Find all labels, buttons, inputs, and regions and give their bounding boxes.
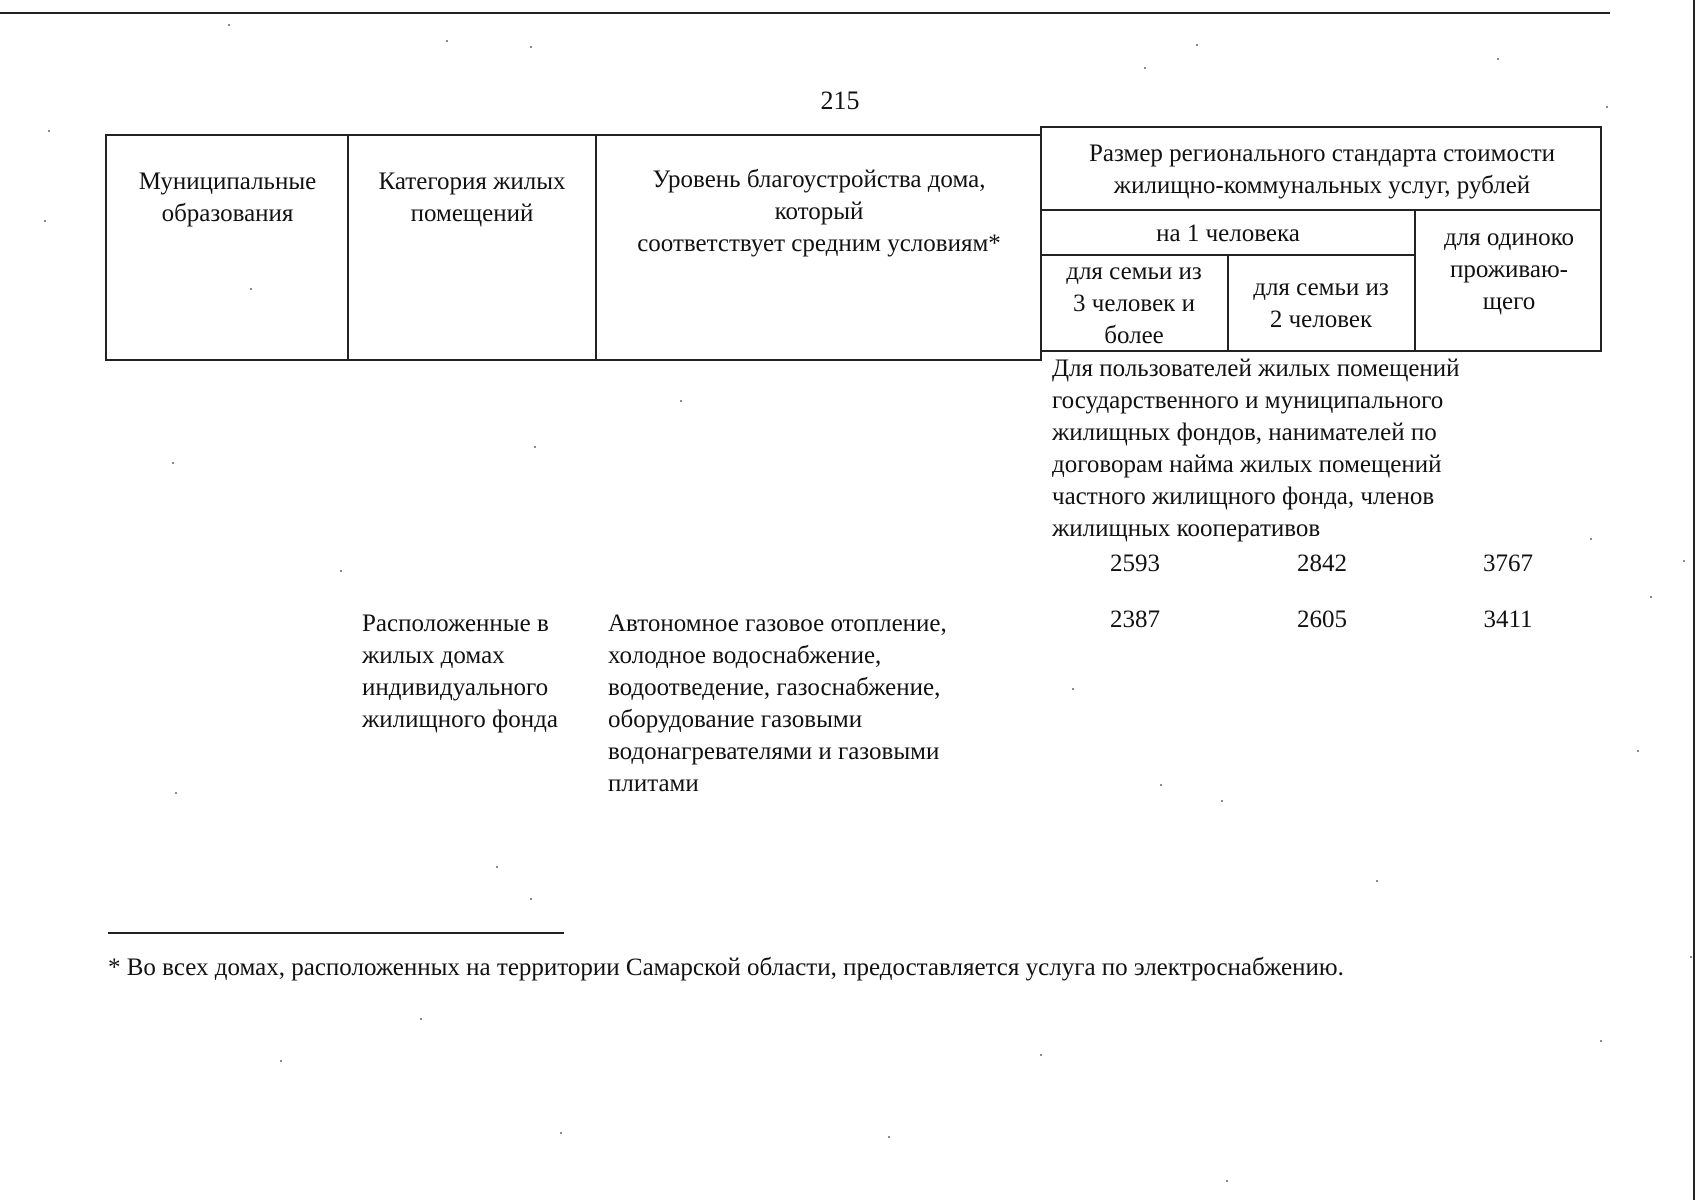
scan-speck bbox=[1040, 1054, 1042, 1056]
row-value-family3: 2387 bbox=[1110, 606, 1160, 633]
row-level-line: водоотведение, газоснабжение, bbox=[608, 674, 941, 701]
scan-speck bbox=[680, 400, 682, 402]
header-single bbox=[1418, 222, 1600, 318]
section-value-family2: 2842 bbox=[1297, 550, 1347, 577]
row-category bbox=[362, 608, 592, 736]
scan-speck bbox=[560, 1132, 562, 1134]
scan-speck bbox=[1606, 106, 1608, 108]
top-edge-rule bbox=[0, 12, 1610, 14]
header-family3 bbox=[1044, 256, 1224, 352]
scan-speck bbox=[1196, 44, 1198, 46]
footnote: * Во всех домах, расположенных на территории Самарской области, предоставляется услуга по электроснабжению. bbox=[108, 954, 1344, 981]
scan-speck bbox=[534, 446, 536, 448]
scan-speck bbox=[1072, 688, 1074, 690]
header-municipal-line: Муниципальные bbox=[138, 168, 317, 195]
header-category-line: помещений bbox=[410, 200, 534, 227]
scan-speck bbox=[48, 130, 50, 132]
header-level-line: Уровень благоустройства дома, bbox=[652, 166, 986, 193]
header-family3-line: 3 человек и bbox=[1073, 290, 1195, 317]
scan-speck bbox=[44, 220, 46, 222]
scan-speck bbox=[1637, 750, 1639, 752]
header-divider-2 bbox=[595, 134, 597, 361]
scan-speck bbox=[250, 288, 252, 290]
section-title-line: Для пользователей жилых помещений bbox=[1052, 355, 1460, 382]
row-level-line: плитами bbox=[608, 770, 699, 797]
scan-speck bbox=[420, 1018, 422, 1020]
header-family2-line: для семьи из bbox=[1253, 274, 1389, 301]
header-standard-size-line: Размер регионального стандарта стоимости bbox=[1088, 140, 1556, 167]
scan-speck bbox=[1497, 58, 1499, 60]
scan-speck bbox=[340, 570, 342, 572]
row-category-line: индивидуального bbox=[362, 674, 549, 701]
scan-speck bbox=[1160, 784, 1162, 786]
row-level bbox=[608, 608, 1038, 800]
section-title bbox=[1052, 353, 1612, 545]
scan-speck bbox=[1690, 956, 1692, 958]
scan-speck bbox=[1600, 1040, 1602, 1042]
header-divider-3 bbox=[1414, 209, 1416, 352]
scan-speck bbox=[280, 1060, 282, 1062]
header-municipal bbox=[110, 166, 345, 230]
row-category-line: Расположенные в bbox=[362, 610, 549, 637]
header-single-line: щего bbox=[1482, 288, 1536, 315]
header-single-line: для одиноко bbox=[1443, 224, 1575, 251]
header-family3-line: для семьи из bbox=[1066, 258, 1202, 285]
header-divider-4 bbox=[1227, 254, 1229, 352]
section-value-single: 3767 bbox=[1483, 550, 1533, 577]
scan-speck bbox=[530, 46, 532, 48]
header-category bbox=[352, 166, 592, 230]
header-category-line: Категория жилых bbox=[378, 168, 566, 195]
header-family2-line: 2 человек bbox=[1269, 306, 1373, 333]
header-hline-1 bbox=[1040, 209, 1602, 211]
header-per-person: на 1 человека bbox=[1156, 220, 1300, 247]
scan-speck bbox=[228, 24, 230, 26]
row-level-line: водонагревателями и газовыми bbox=[608, 738, 940, 765]
scan-speck bbox=[1144, 67, 1146, 69]
row-value-family2: 2605 bbox=[1297, 606, 1347, 633]
scan-speck bbox=[1650, 596, 1652, 598]
section-value-family3: 2593 bbox=[1110, 550, 1160, 577]
scan-speck bbox=[1226, 1180, 1228, 1182]
scan-speck bbox=[1590, 538, 1592, 540]
scan-speck bbox=[530, 898, 532, 900]
header-family2 bbox=[1230, 272, 1412, 336]
scan-speck bbox=[888, 1136, 890, 1138]
footnote-rule bbox=[108, 932, 564, 934]
scan-speck bbox=[1376, 880, 1378, 882]
section-title-line: договорам найма жилых помещений bbox=[1052, 451, 1442, 478]
section-title-line: жилищных фондов, нанимателей по bbox=[1052, 419, 1437, 446]
scan-speck bbox=[446, 40, 448, 42]
row-level-line: оборудование газовыми bbox=[608, 706, 863, 733]
section-title-line: жилищных кооперативов bbox=[1052, 515, 1321, 542]
section-title-line: частного жилищного фонда, членов bbox=[1052, 483, 1435, 510]
header-municipal-line: образования bbox=[161, 200, 294, 227]
header-single-line: проживаю- bbox=[1450, 256, 1568, 283]
header-standard-size bbox=[1044, 138, 1600, 202]
row-category-line: жилых домах bbox=[362, 642, 505, 669]
scan-speck bbox=[1221, 800, 1223, 802]
header-divider-1 bbox=[347, 134, 349, 361]
page-number: 215 bbox=[820, 86, 860, 115]
section-title-line: государственного и муниципального bbox=[1052, 387, 1444, 414]
scan-speck bbox=[1683, 560, 1685, 562]
header-family3-line: более bbox=[1104, 322, 1164, 349]
right-edge-rule bbox=[1693, 0, 1695, 1200]
header-level bbox=[600, 164, 1038, 260]
row-level-line: Автономное газовое отопление, bbox=[608, 610, 947, 637]
row-category-line: жилищного фонда bbox=[362, 706, 558, 733]
scan-speck bbox=[172, 462, 174, 464]
row-value-single: 3411 bbox=[1483, 606, 1533, 633]
header-level-line: который bbox=[774, 198, 864, 225]
header-standard-size-line: жилищно-коммунальных услуг, рублей bbox=[1113, 172, 1531, 199]
row-level-line: холодное водоснабжение, bbox=[608, 642, 882, 669]
scan-speck bbox=[496, 866, 498, 868]
scan-speck bbox=[175, 792, 177, 794]
header-level-line: соответствует средним условиям* bbox=[637, 230, 1001, 257]
